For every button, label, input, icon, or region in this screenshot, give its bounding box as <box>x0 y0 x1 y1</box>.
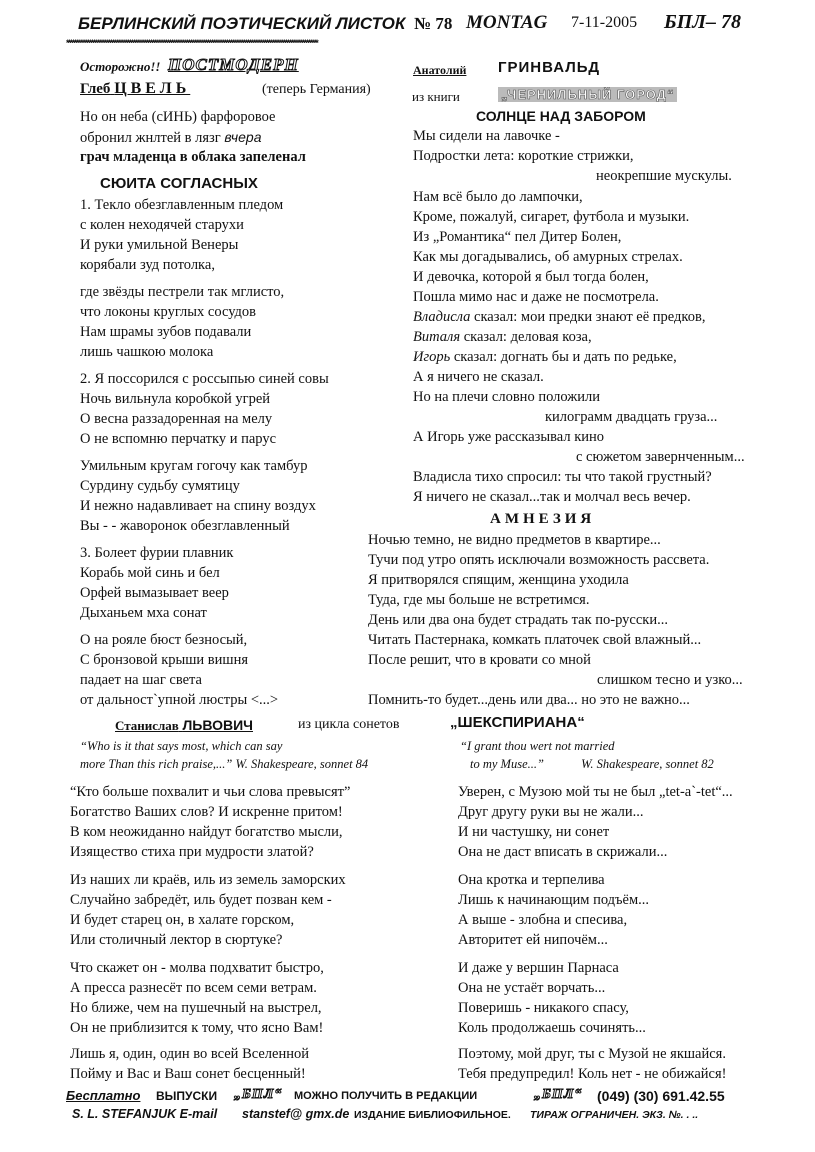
author-name <box>80 80 190 98</box>
poem-line: килограмм двадцать груза... <box>545 409 718 425</box>
issue-number: № 78 <box>414 14 453 33</box>
sonnet-line: Пойму и Вас и Ваш сонет бесценный! <box>70 1066 306 1082</box>
sonnet-line: В ком неожиданно найдут богатство мысли, <box>70 824 343 840</box>
masthead-title: БЕРЛИНСКИЙ ПОЭТИЧЕСКИЙ ЛИСТОК <box>78 14 406 33</box>
poem-line: О весна раззадоренная на мелу <box>80 411 273 427</box>
amnesia-title: АМНЕЗИЯ <box>490 511 596 527</box>
sonnet-line: Друг другу руки вы не жали... <box>458 804 644 820</box>
genre-title: ПОСТМОДЕРН <box>168 55 299 74</box>
poem-line: Ночь вильнула коробкой угрей <box>80 391 271 407</box>
poem-line: А Игорь уже рассказывал кино <box>413 429 605 445</box>
author-note: (теперь Германия) <box>262 82 371 97</box>
sonnet-line: А выше - злобна и спесива, <box>458 912 628 928</box>
sonnet-line: Уверен, с Музою мой ты не был „tet-a`-tet“... <box>458 784 733 800</box>
poem-line: Орфей вымазывает веер <box>80 585 229 601</box>
poem-line: Тучи под утро опять исключали возможность рассвета. <box>368 552 710 568</box>
masthead <box>78 11 778 40</box>
poem-line: О на рояле бюст безносый, <box>80 632 248 648</box>
caution-label: Осторожно!! <box>80 59 161 74</box>
sonnet-author <box>115 716 253 735</box>
sonnet-line: Богатство Ваших слов? И искренне притом! <box>70 804 343 820</box>
poem-line: 2. Я поссорился с россыпью синей совы <box>80 371 329 387</box>
sonnet-line: И будет старец он, в халате горском, <box>70 912 295 928</box>
sonnet-line: Или столичный лектор в сюртуке? <box>70 932 283 948</box>
phone-number: (049) (30) 691.42.55 <box>597 1088 725 1104</box>
author-last-name: ГРИНВАЛЬД <box>498 59 601 76</box>
cycle-label: из цикла сонетов <box>298 717 400 732</box>
author-last-name: ЦВЕЛЬ <box>114 80 191 97</box>
poem-line: И нежно надавливает на спину воздух <box>80 498 316 514</box>
epigraph-line: Но он неба (сИНЬ) фарфоровое <box>80 109 276 125</box>
poem-line: Как мы догадывались, об амурных стрелах. <box>413 249 683 265</box>
sonnet-line: Лишь я, один, один во всей Вселенной <box>70 1046 309 1062</box>
poem-line: лишь чашкою молока <box>80 344 214 360</box>
sonnet-line: И даже у вершин Парнаса <box>458 960 619 976</box>
poem-line: Помнить-то будет...день или два... но это не важно... <box>368 692 690 708</box>
poem-line: от дальност`упной люстры <...> <box>80 692 279 708</box>
poem-line: слишком тесно и узко... <box>597 672 743 688</box>
sonnet-epigraph: “Who is it that says most, which can say <box>80 739 283 753</box>
poem-line: Но на плечи словно положили <box>413 389 601 405</box>
author-first-name: Глеб <box>80 81 111 97</box>
sonnet-line: Он не приблизится к тому, что ясно Вам! <box>70 1020 324 1036</box>
epigraph-line: обронил жнлтей в лязг вчера <box>80 129 262 146</box>
poem-line: О не вспомню перчатку и парус <box>80 431 277 447</box>
author-first-name: Анатолий <box>413 63 467 77</box>
free-label: Бесплатно <box>66 1088 141 1103</box>
poem-line: с колен неходячей старухи <box>80 217 244 233</box>
issue-date: 7-11-2005 <box>571 14 638 31</box>
sonnet-line: Что скажет он - молва подхватит быстро, <box>70 960 324 976</box>
sonnet-epigraph: more Than this rich praise,...” W. Shakespeare, sonnet 84 <box>80 757 369 771</box>
poem-line: Читать Пастернака, комкать платочек свой влажный... <box>368 632 702 648</box>
weekday: MONTAG <box>466 12 548 33</box>
poem-line: День или два она будет страдать так по-русски... <box>368 612 668 628</box>
sonnet-line: А пресса разнесёт по всем семи ветрам. <box>70 980 317 996</box>
poem-line: Мы сидели на лавочке - <box>413 128 560 144</box>
poem-line: Туда, где мы больше не встретимся. <box>368 592 590 608</box>
poem-line: Владисла тихо спросил: ты что такой грустный? <box>413 469 712 485</box>
poem-line: И руки умильной Венеры <box>80 237 239 253</box>
sonnet-line: Она кротка и терпелива <box>458 872 605 888</box>
star-divider: ************************************************************************************************************************************ <box>66 38 318 48</box>
poem-line: Корабь мой синь и бел <box>80 565 220 581</box>
poem-line: С бронзовой крыши вишня <box>80 652 248 668</box>
sonnet-line: Из наших ли краёв, иль из земель заморских <box>70 872 346 888</box>
poem-line: После решит, что в кровати со мной <box>368 652 591 668</box>
sonnet-line: Тебя предупредил! Коль нет - не обижайся! <box>458 1066 727 1082</box>
poem-line: что локоны круглых сосудов <box>80 304 257 320</box>
sonnet-line: Поэтому, мой друг, ты с Музой не якшайся. <box>458 1046 726 1062</box>
poem-line: Нам шрамы зубов подавали <box>80 324 252 340</box>
poem-line: Виталя сказал: деловая коза, <box>413 329 592 345</box>
poem-line: с сюжетом завернченным... <box>576 449 745 465</box>
poem-line: падает на шаг света <box>80 672 202 688</box>
poem-line: 3. Болеет фурии плавник <box>80 545 234 561</box>
sonnet-line: Изящество стиха при мудрости златой? <box>70 844 314 860</box>
poem-line: Подростки лета: короткие стрижки, <box>413 148 634 164</box>
sonnet-line: Но ближе, чем на пушечный на выстрел, <box>70 1000 322 1016</box>
poem-line: А я ничего не сказал. <box>413 369 544 385</box>
sonnet-line: Лишь к начинающим подъём... <box>458 892 650 908</box>
poem-line: Ночью темно, не видно предметов в квартире... <box>368 532 661 548</box>
sonnet-line: Коль продолжаешь сочинять... <box>458 1020 646 1036</box>
book-title: „ЧЕРНИЛЬНЫЙ ГОРОД“ <box>498 86 677 105</box>
poem-title: СОЛНЦЕ НАД ЗАБОРОМ <box>476 108 646 124</box>
issue-code: БПЛ– 78 <box>664 11 741 33</box>
poem-line: Я притворялся спящим, женщина уходила <box>368 572 629 588</box>
author-first-name: Станислав <box>115 718 179 733</box>
poem-line: корябали зуд потолка, <box>80 257 215 273</box>
poem-line: Владисла сказал: мои предки знают её предков, <box>413 309 706 325</box>
suite-title: СЮИТА СОГЛАСНЫХ <box>100 175 258 192</box>
poem-line: Дыханьем мха сонат <box>80 605 207 621</box>
poem-line: 1. Текло обезглавленным пледом <box>80 197 284 213</box>
poem-line: где звёзды пестрели так мглисто, <box>80 284 285 300</box>
poem-line: Пошла мимо нас и даже не посмотрела. <box>413 289 659 305</box>
epigraph-line: грач младенца в облака запеленал <box>80 149 306 165</box>
poem-line: Сурдину судьбу сумятицу <box>80 478 240 494</box>
author-last-name: ЛЬВОВИЧ <box>182 717 253 733</box>
sonnet-epigraph: “I grant thou wert not married <box>460 739 615 753</box>
sonnet-epigraph: to my Muse...” W. Shakespeare, sonnet 82 <box>470 757 714 771</box>
sonnet-line: “Кто больше похвалит и чьи слова превысят” <box>70 784 351 800</box>
sonnet-line: Поверишь - никакого спасу, <box>458 1000 629 1016</box>
sonnet-line: Случайно забредёт, иль будет позван кем - <box>70 892 332 908</box>
sonnet-line: Она не даст вписать в скрижали... <box>458 844 668 860</box>
cycle-title: „ШЕКСПИРИАНА“ <box>450 714 585 731</box>
sonnet-line: Она не устаёт ворчать... <box>458 980 606 996</box>
from-book-label: из книги <box>412 89 460 104</box>
sonnet-line: И ни частушку, ни сонет <box>458 824 610 840</box>
newsletter-page: БЕРЛИНСКИЙ ПОЭТИЧЕСКИЙ ЛИСТОК № 78 MONTAG 7-11-2005 БПЛ– 78 ************************************************************************************************************************************ Осторожно!! ПОСТМОДЕРН Глеб ЦВЕЛЬ (теперь Германия) Но он неба (сИНЬ) фарфоровое обронил жнлтей в лязг вчера грач младенца в облака запеленал СЮИТА СОГЛАСНЫХ 1. Текло обезглавленным пледом с колен неходячей старухи И руки умильной Венеры корябали зуд потолка, где звёзды пестрели так мглисто, что локоны круглых сосудов Нам шрамы зубов подавали лишь чашкою молока 2. Я поссорился с россыпью синей совы Ночь вильнула коробкой угрей О весна раззадоренная на мелу О не вспомню перчатку и парус Умильным кругам гогочу как тамбур Сурдину судьбу сумятицу И нежно надавливает на спину воздух Вы - - жаворонок обезглавленный 3. Болеет фурии плавник Корабь мой синь и бел Орфей вымазывает веер Дыханьем мха сонат О на рояле бюст безносый, С бронзовой крыши вишня падает на шаг света от дальност`упной люстры <...> Анатолий ГРИНВАЛЬД из книги „ЧЕРНИЛЬНЫЙ ГОРОД“ СОЛНЦЕ НАД ЗАБОРОМ Мы сидели на лавочке - Подростки лета: короткие стрижки, неокрепшие мускулы. Нам всё было до лампочки, Кроме, пожалуй, сигарет, футбола и музыки. Из „Романтика“ пел Дитер Болен, Как мы догадывались, об амурных стрелах. И девочка, которой я был тогда болен, Пошла мимо нас и даже не посмотрела. Владисла сказал: мои предки знают её предков, Виталя сказал: деловая коза, Игорь сказал: догнать бы и дать по редьке, А я ничего не сказал. Но на плечи словно положили килограмм двадцать груза... А Игорь уже рассказывал кино с сюжетом завернченным... Владисла тихо спросил: ты что такой грустный? Я ничего не сказал...так и молчал весь вечер. АМНЕЗИЯ Ночью темно, не видно предметов в квартире... Тучи под утро опять исключали возможность рассвета. Я притворялся спящим, женщина уходила Туда, где мы больше не встретимся. День или два она будет страдать так по-русски... Читать Пастернака, комкать платочек свой влажный... После решит, что в кровати со мной слишком тесно и узко... Помнить-то будет...день или два... но это не важно... Станислав ЛЬВОВИЧ из цикла сонетов „ШЕКСПИРИАНА“ “Who is it that says most, which can say more Than this rich praise,...” W. Shakespeare, sonnet 84 “I grant thou wert not married to my Muse...” W. Shakespeare, sonnet 82 “Кто больше похвалит и чьи слова превысят” Богатство Ваших слов? И искренне притом! В ком неожиданно найдут богатство мысли, Изящество стиха при мудрости златой? Из наших ли краёв, иль из земель заморских Случайно забредёт, иль будет позван кем - И будет старец он, в халате горском, Или столичный лектор в сюртуке? Что скажет он - молва подхватит быстро, А пресса разнесёт по всем семи ветрам. Но ближе, чем на пушечный на выстрел, Он не приблизится к тому, что ясно Вам! Лишь я, один, один во всей Вселенной Пойму и Вас и Ваш сонет бесценный! Уверен, с Музою мой ты не был „tet-a`-tet“... Друг другу руки вы не жали... И ни частушку, ни сонет Она не даст вписать в скрижали... Она кротка и терпелива Лишь к начинающим подъём... А выше - злобна и спесива, Авторитет ей нипочём... И даже у вершин Парнаса Она не устаёт ворчать... Поверишь - никакого спасу, Коль продолжаешь сочинять... Поэтому, мой друг, ты с Музой не якшайся. Тебя предупредил! Коль нет - не обижайся! Бесплатно ВЫПУСКИ „БПЛ“ МОЖНО ПОЛУЧИТЬ В РЕДАКЦИИ „БПЛ“ (049) (30) 691.42.55 S. L. STEFANJUK E-mail stanstef@ gmx.de ИЗДАНИЕ БИБЛИОФИЛЬНОЕ. ТИРАЖ ОГРАНИЧЕН. ЭКЗ. №. . .. <box>0 0 815 1152</box>
email-link[interactable]: stanstef@ gmx.de <box>242 1107 350 1121</box>
poem-line: Умильным кругам гогочу как тамбур <box>80 458 308 474</box>
poem-line: Кроме, пожалуй, сигарет, футбола и музыки. <box>413 209 690 225</box>
poem-line: Я ничего не сказал...так и молчал весь вечер. <box>413 489 691 505</box>
poem-line: Из „Романтика“ пел Дитер Болен, <box>413 229 622 245</box>
poem-line: неокрепшие мускулы. <box>596 168 732 184</box>
poem-line: Игорь сказал: догнать бы и дать по редьке, <box>413 349 677 365</box>
poem-line: Нам всё было до лампочки, <box>413 189 583 205</box>
poem-line: И девочка, которой я был тогда болен, <box>413 269 649 285</box>
poem-line: Вы - - жаворонок обезглавленный <box>80 518 290 534</box>
sonnet-line: Авторитет ей нипочём... <box>458 932 608 948</box>
